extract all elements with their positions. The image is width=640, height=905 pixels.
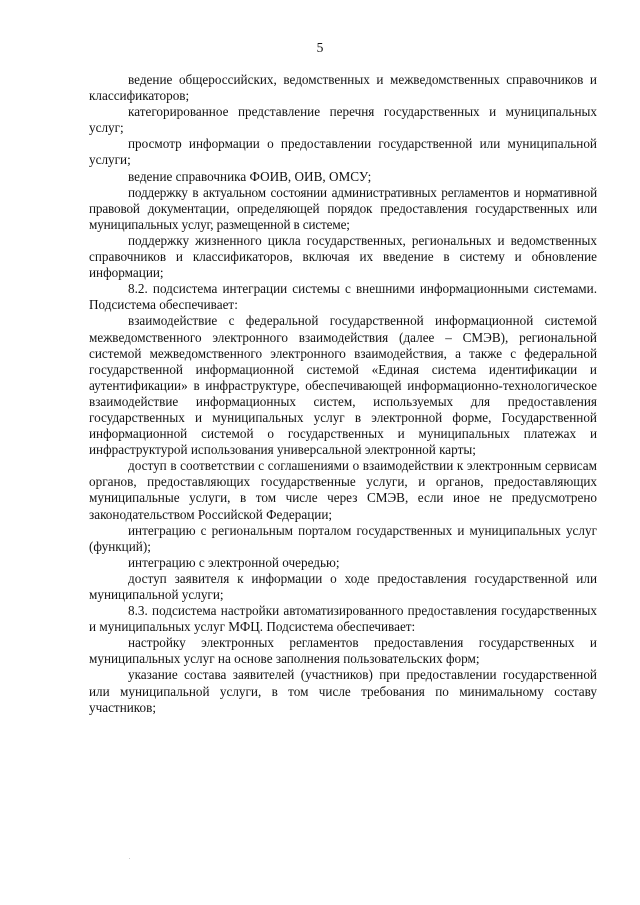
paragraph-regulations-support: поддержку в актуальном состоянии административных регламентов и нормативной правовой документации, определяющей порядок предоставления государственных или муниципальных услуг, размещенной в системе; — [89, 184, 597, 232]
paragraph-service-info-view: просмотр информации о предоставлении государственной или муниципальной услуги; — [89, 136, 597, 168]
scan-speck — [129, 858, 130, 859]
paragraph-queue-integration: интеграцию с электронной очередью; — [128, 554, 340, 570]
paragraph-regulations-setup: настройку электронных регламентов предоставления государственных и муниципальных услуг на основе заполнения пользовательских форм; — [89, 635, 597, 667]
paragraph-electronic-services-access: доступ в соответствии с соглашениями о взаимодействии к электронным сервисам органов, предоставляющих государственные услуги, и органов, предоставляющих муниципальные услуги, в том числе через СМЭВ, если иное не предусмотрено законодательством Российской Федерации; — [89, 458, 597, 522]
page-number: 5 — [316, 40, 324, 55]
paragraph-portal-integration: интеграцию с региональным порталом государственных и муниципальных услуг (функций); — [89, 522, 597, 554]
paragraph-applicant-access: доступ заявителя к информации о ходе предоставления государственной или муниципальной услуги; — [89, 570, 597, 602]
document-body — [89, 72, 597, 716]
paragraph-section-8-2: 8.2. подсистема интеграции системы с внешними информационными системами. Подсистема обеспечивает: — [89, 281, 597, 313]
paragraph-lifecycle-support: поддержку жизненного цикла государственных, региональных и ведомственных справочников и классификаторов, включая их введение в систему и обновление информации; — [89, 232, 597, 281]
paragraph-reference-books: ведение общероссийских, ведомственных и межведомственных справочников и классификаторов; — [89, 72, 597, 104]
paragraph-section-8-3: 8.3. подсистема настройки автоматизированного предоставления государственных и муниципальных услуг МФЦ. Подсистема обеспечивает: — [89, 603, 597, 635]
paragraph-services-catalog: категорированное представление перечня государственных и муниципальных услуг; — [89, 104, 597, 136]
paragraph-smev-interaction: взаимодействие с федеральной государственной информационной системой межведомственного электронного взаимодействия (далее – СМЭВ), региональной системой межведомственного электронного взаимодействия, а также с федеральной государственной информационной системой «Единая система идентификации и аутентификации» в инфраструктуре, обеспечивающей информационно-технологическое взаимодействие информационных систем, используемых для предоставления государственных и муниципальных услуг в электронной форме, Государственной информационной системой о государственных и муниципальных платежах и инфраструктурой использования универсальной электронной карты; — [89, 313, 597, 458]
paragraph-authorities-directory: ведение справочника ФОИВ, ОИВ, ОМСУ; — [128, 168, 372, 184]
paragraph-applicants-composition: указание состава заявителей (участников) при предоставлении государственной или муниципальной услуги, в том числе требования по минимальному составу участников; — [89, 667, 597, 715]
